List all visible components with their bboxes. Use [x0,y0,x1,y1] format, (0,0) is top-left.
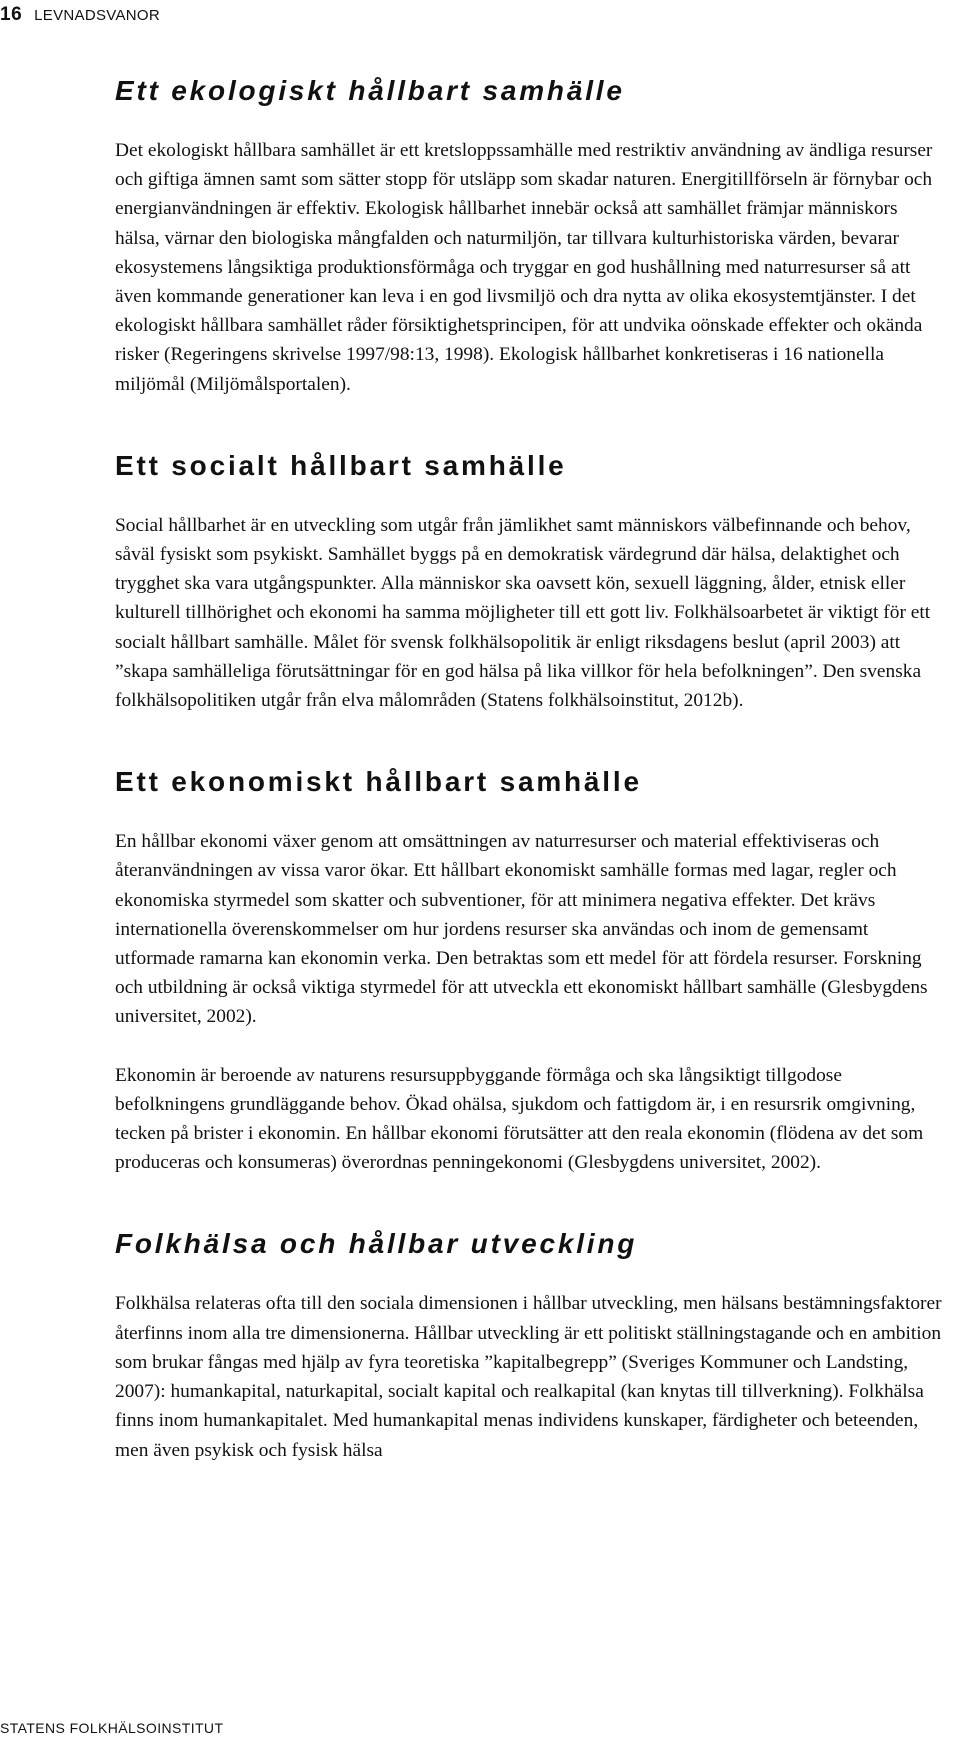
section-heading: Folkhälsa och hållbar utveckling [115,1228,638,1260]
body-paragraph: En hållbar ekonomi växer genom att omsättningen av naturresurser och material effektiviseras och återanvändningen av vissa varor ökar. Ett hållbart ekonomiskt samhälle formas med lagar, regler och ekonomiska styrmedel som skatter och subventioner, för att minimera negativa effekter. Det krävs internationella överenskommelser om hur jordens resurser ska användas och inom de gemensamt utformade ramarna kan ekonomin verka. Den betraktas som ett medel för att fördela resurser. Forskning och utbildning är också viktiga styrmedel för att utveckla ett ekonomiskt hållbart samhälle (Glesbygdens universitet, 2002). [115,831,928,1028]
section-heading: Ett ekologiskt hållbart samhälle [115,75,625,106]
running-head: LEVNADSVANOR [34,7,160,24]
section-heading: Ett socialt hållbart samhälle [115,449,567,481]
body-paragraph: Det ekologiskt hållbara samhället är ett kretsloppssamhälle med restriktiv användning av ändliga resurser och giftiga ämnen samt som sätter stopp för utsläpp som skadar naturen. Energitillförseln är förnybar och energianvändningen är effektiv. Ekologisk hållbarhet innebär också att samhället främjar människors hälsa, värnar den biologiska mångfalden och naturmiljön, tar tillvara kulturhistoriska värden, bevarar ekosystemens långsiktiga produktionsförmåga och tryggar en god hushållning med naturresurser så att även kommande generationer kan leva i en god livsmiljö och dra nytta av olika ekosystemtjänster. I det ekologiskt hållbara samhället råder försiktighetsprincipen, för att undvika oönskade effekter och okända risker (Regeringens skrivelse 1997/98:13, 1998). Ekologisk hållbarhet konkretiseras i 16 nationella miljömål (Miljömålsportalen). [115,140,933,395]
body-paragraph: Ekonomin är beroende av naturens resursuppbyggande förmåga och ska långsiktigt tillgodose befolkningens grundläggande behov. Ökad ohälsa, sjukdom och fattigdom är, i en resursrik omgivning, tecken på brister i ekonomin. En hållbar ekonomi förutsätter att den reala ekonomin (flödena av det som produceras och konsumeras) överordnas penningekonomi (Glesbygdens universitet, 2002). [115,1064,924,1174]
page-footer: STATENS FOLKHÄLSOINSTITUT [0,1720,224,1736]
section-public-health [115,1223,945,1464]
page-number: 16 [0,4,23,25]
page-content [115,70,945,1465]
body-paragraph: Folkhälsa relateras ofta till den sociala dimensionen i hållbar utveckling, men hälsans bestämningsfaktorer återfinns inom alla tre dimensionerna. Hållbar utveckling är ett politiskt ställningstagande och en ambition som brukar fångas med hjälp av fyra teoretiska ”kapitalbegrepp” (Sveriges Kommuner och Landsting, 2007): humankapital, naturkapital, socialt kapital och realkapital (kan knytas till tillverkning). Folkhälsa finns inom humankapitalet. Med humankapital menas individens kunskaper, färdigheter och beteenden, men även psykisk och fysisk hälsa [115,1293,942,1461]
section-ecological [115,70,945,399]
body-paragraph: Social hållbarhet är en utveckling som utgår från jämlikhet samt människors välbefinnande och behov, såväl fysiskt som psykiskt. Samhället byggs på en demokratisk värdegrund där hälsa, delaktighet och trygghet ska vara utgångspunkter. Alla människor ska oavsett kön, sexuell läggning, ålder, etnisk eller kulturell tillhörighet och ekonomi ha samma möjligheter till ett gott liv. Folkhälsoarbetet är viktigt för ett socialt hållbart samhälle. Målet för svensk folkhälsopolitik är enligt riksdagens beslut (april 2003) att ”skapa samhälleliga förutsättningar för en god hälsa på lika villkor för hela befolkningen”. Den svenska folkhälsopolitiken utgår från elva målområden (Statens folkhälsoinstitut, 2012b). [115,514,931,712]
page-header [0,4,160,28]
section-social [115,445,945,715]
section-heading: Ett ekonomiskt hållbart samhälle [115,766,642,798]
section-economic [115,761,945,1177]
